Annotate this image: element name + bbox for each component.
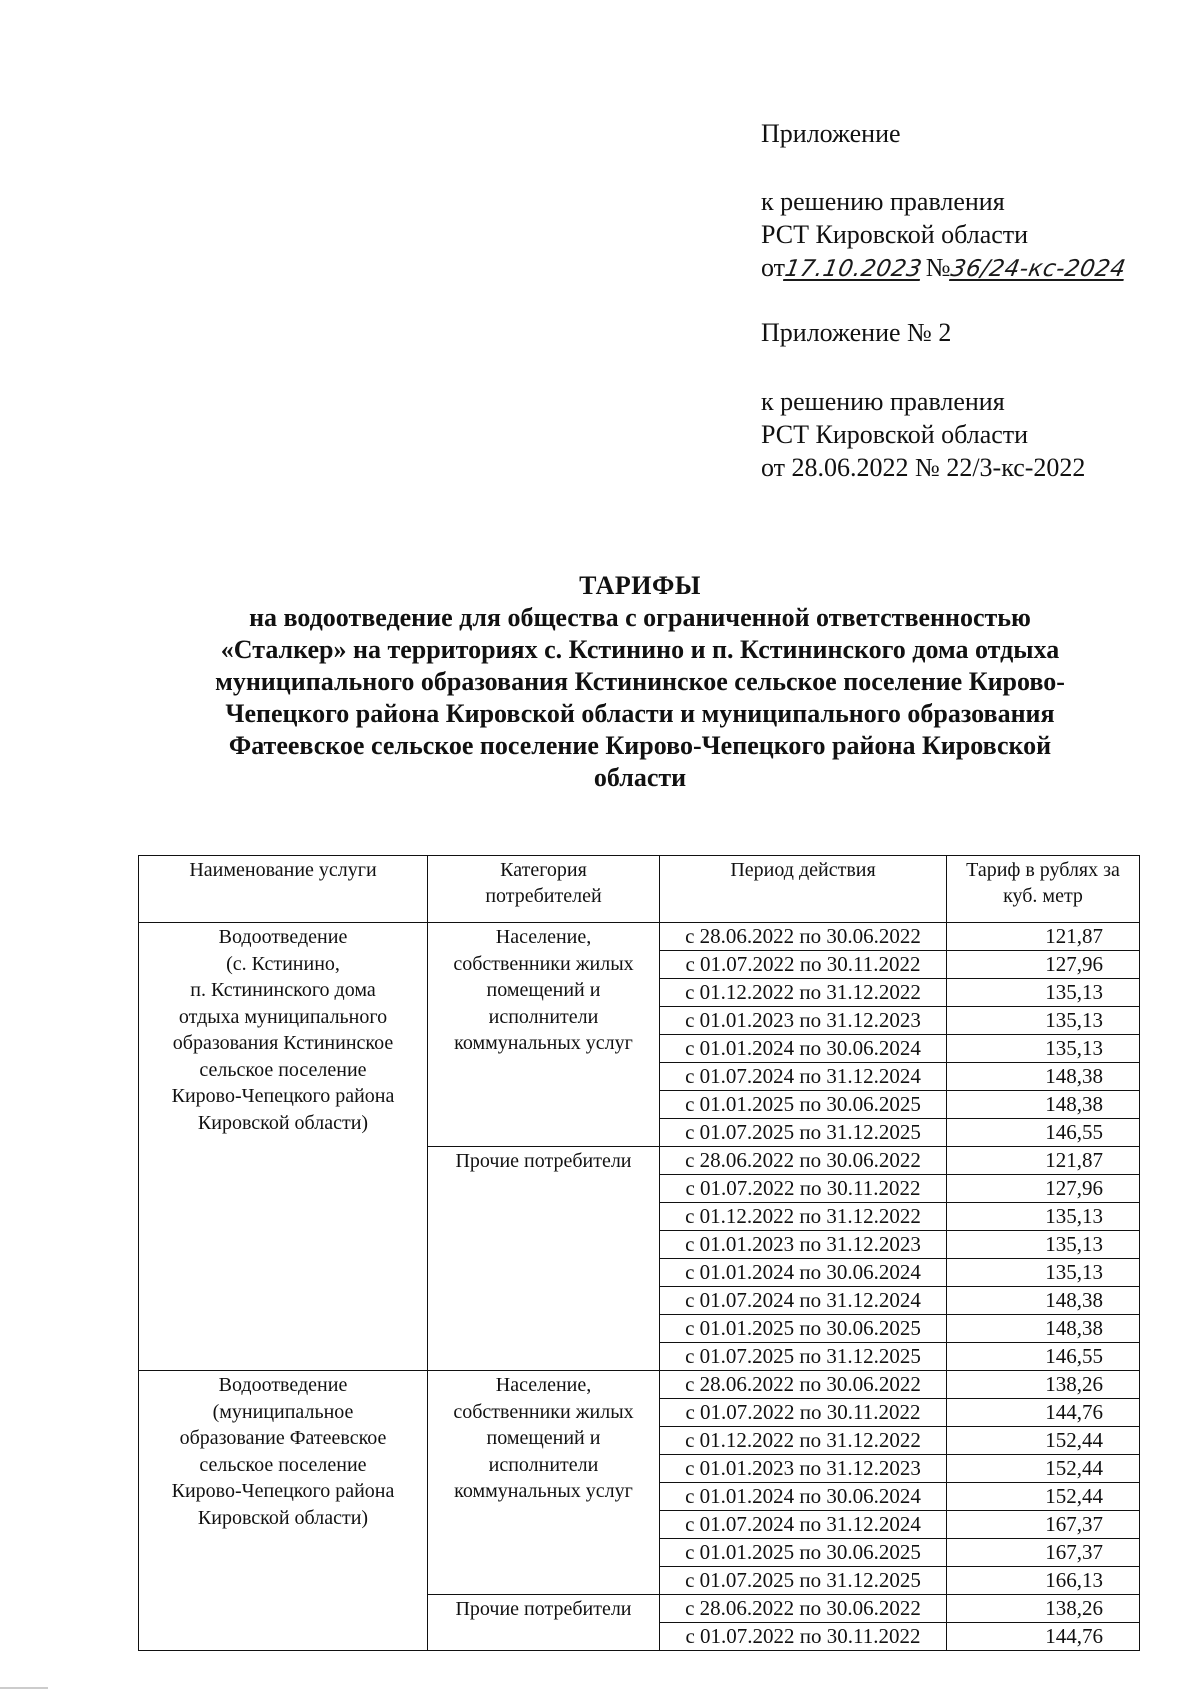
consumer-category-cell <box>428 1371 660 1595</box>
title-line4: Чепецкого района Кировской области и муниципального образования <box>225 699 1055 728</box>
document-title <box>140 570 1140 794</box>
period-cell: с 01.07.2024 по 31.12.2024 <box>660 1511 947 1539</box>
consumer-category-cell <box>428 1147 660 1371</box>
period-cell: с 28.06.2022 по 30.06.2022 <box>660 1147 947 1175</box>
tariff-cell: 152,44 <box>947 1427 1140 1455</box>
period-cell: с 01.07.2022 по 30.11.2022 <box>660 1399 947 1427</box>
consumer-category-line: помещений и <box>486 979 601 1001</box>
title-main: ТАРИФЫ <box>579 571 701 600</box>
tariff-cell: 146,55 <box>947 1343 1140 1371</box>
consumer-category-line: Прочие потребители <box>455 1598 632 1620</box>
period-cell: с 01.07.2024 по 31.12.2024 <box>660 1287 947 1315</box>
tariff-cell: 167,37 <box>947 1539 1140 1567</box>
tariff-cell: 152,44 <box>947 1483 1140 1511</box>
consumer-category-cell <box>428 923 660 1147</box>
tariff-cell: 144,76 <box>947 1623 1140 1651</box>
service-name-line: образования Кстининское <box>172 1032 394 1054</box>
title-line6: области <box>593 763 687 792</box>
period-cell: с 01.01.2025 по 30.06.2025 <box>660 1539 947 1567</box>
tariff-cell: 146,55 <box>947 1119 1140 1147</box>
period-cell: с 01.01.2024 по 30.06.2024 <box>660 1259 947 1287</box>
period-cell: с 01.01.2025 по 30.06.2025 <box>660 1091 947 1119</box>
tariff-cell: 135,13 <box>947 1035 1140 1063</box>
tariff-cell: 138,26 <box>947 1595 1140 1623</box>
consumer-category-line: исполнители <box>488 1453 599 1476</box>
appendix1-ot: от <box>761 253 786 282</box>
period-cell: с 01.01.2023 по 31.12.2023 <box>660 1231 947 1259</box>
title-line2: «Сталкер» на территориях с. Кстинино и п. Кстининского дома отдыха <box>220 635 1060 664</box>
period-cell: с 28.06.2022 по 30.06.2022 <box>660 1595 947 1623</box>
period-cell: с 01.01.2024 по 30.06.2024 <box>660 1035 947 1063</box>
service-name-line: отдыха муниципального <box>178 1005 388 1028</box>
appendix1-line2: РСТ Кировской области <box>761 220 1029 249</box>
period-cell: с 01.12.2022 по 31.12.2022 <box>660 1203 947 1231</box>
period-cell: с 01.07.2025 по 31.12.2025 <box>660 1343 947 1371</box>
period-cell: с 01.07.2024 по 31.12.2024 <box>660 1063 947 1091</box>
tariff-cell: 135,13 <box>947 1259 1140 1287</box>
period-cell: с 01.01.2025 по 30.06.2025 <box>660 1315 947 1343</box>
title-line5: Фатеевское сельское поселение Кирово-Чепецкого района Кировской <box>228 731 1052 760</box>
tariff-cell: 148,38 <box>947 1287 1140 1315</box>
tariff-cell: 152,44 <box>947 1455 1140 1483</box>
tariff-cell: 135,13 <box>947 1203 1140 1231</box>
service-name-line: (муниципальное <box>212 1400 354 1423</box>
table-header-row <box>139 856 1140 923</box>
appendix1-line1: к решению правления <box>761 187 1005 216</box>
tariff-cell: 135,13 <box>947 979 1140 1007</box>
tariff-cell: 166,13 <box>947 1567 1140 1595</box>
service-name-line: Кирово-Чепецкого района <box>171 1085 395 1107</box>
header-period: Период действия <box>660 856 947 923</box>
service-name-line: Кировской области) <box>197 1111 369 1134</box>
title-line3: муниципального образования Кстининское сельское поселение Кирово- <box>215 667 1065 696</box>
service-name-line: Кировской области) <box>197 1506 369 1529</box>
service-name-line: Кирово-Чепецкого района <box>171 1480 395 1502</box>
appendix2-title: Приложение № 2 <box>761 318 952 347</box>
tariff-table <box>138 855 1140 1651</box>
tariff-cell: 121,87 <box>947 923 1140 951</box>
period-cell: с 01.12.2022 по 31.12.2022 <box>660 979 947 1007</box>
consumer-category-line: помещений и <box>486 1427 601 1449</box>
period-cell: с 01.07.2022 по 30.11.2022 <box>660 951 947 979</box>
tariff-cell: 138,26 <box>947 1371 1140 1399</box>
scan-edge-mark <box>0 1687 48 1689</box>
period-cell: с 01.01.2023 по 31.12.2023 <box>660 1455 947 1483</box>
consumer-category-line: исполнители <box>488 1005 599 1028</box>
table-row <box>139 1371 1140 1399</box>
appendix2-line1: к решению правления <box>761 387 1005 416</box>
tariff-cell: 121,87 <box>947 1147 1140 1175</box>
service-name-line: Водоотведение <box>218 1374 348 1396</box>
period-cell: с 28.06.2022 по 30.06.2022 <box>660 923 947 951</box>
tariff-cell: 127,96 <box>947 1175 1140 1203</box>
consumer-category-line: собственники жилых <box>453 952 634 975</box>
period-cell: с 28.06.2022 по 30.06.2022 <box>660 1371 947 1399</box>
title-line1: на водоотведение для общества с ограниченной ответственностью <box>249 603 1031 632</box>
period-cell: с 01.01.2024 по 30.06.2024 <box>660 1483 947 1511</box>
service-name-line: образование Фатеевское <box>179 1427 387 1449</box>
table-body <box>139 923 1140 1651</box>
service-name-line: сельское поселение <box>199 1058 367 1081</box>
service-name-line: п. Кстининского дома <box>190 979 376 1001</box>
period-cell: с 01.12.2022 по 31.12.2022 <box>660 1427 947 1455</box>
header-category: Категория потребителей <box>428 856 660 923</box>
period-cell: с 01.07.2025 по 31.12.2025 <box>660 1119 947 1147</box>
tariff-cell: 148,38 <box>947 1315 1140 1343</box>
period-cell: с 01.07.2022 по 30.11.2022 <box>660 1175 947 1203</box>
appendix1-no: № <box>925 253 951 282</box>
consumer-category-line: Население, <box>495 926 592 948</box>
consumer-category-cell <box>428 1595 660 1651</box>
consumer-category-line: коммунальных услуг <box>454 1480 633 1502</box>
handwritten-number: 36/24-кс-2024 <box>948 256 1128 282</box>
period-cell: с 01.07.2022 по 30.11.2022 <box>660 1623 947 1651</box>
consumer-category-line: собственники жилых <box>453 1400 634 1423</box>
header-tariff: Тариф в рублях за куб. метр <box>947 856 1140 923</box>
appendix1-line3 <box>761 251 1128 286</box>
handwritten-date: 17.10.2023 <box>782 256 925 282</box>
appendix2-line3: от 28.06.2022 № 22/3-кс-2022 <box>761 453 1086 482</box>
tariff-cell: 148,38 <box>947 1091 1140 1119</box>
tariff-cell: 148,38 <box>947 1063 1140 1091</box>
service-name-line: Водоотведение <box>218 926 348 948</box>
tariff-cell: 135,13 <box>947 1007 1140 1035</box>
tariff-cell: 167,37 <box>947 1511 1140 1539</box>
tariff-cell: 144,76 <box>947 1399 1140 1427</box>
appendix2-line2: РСТ Кировской области <box>761 420 1029 449</box>
period-cell: с 01.07.2025 по 31.12.2025 <box>660 1567 947 1595</box>
tariff-cell: 127,96 <box>947 951 1140 979</box>
service-name-cell <box>139 923 428 1371</box>
consumer-category-line: Прочие потребители <box>455 1150 632 1172</box>
service-name-line: (с. Кстинино, <box>226 952 340 975</box>
tariff-cell: 135,13 <box>947 1231 1140 1259</box>
service-name-cell <box>139 1371 428 1651</box>
appendix1-title: Приложение <box>761 119 901 148</box>
header-service: Наименование услуги <box>139 856 428 923</box>
table-row <box>139 923 1140 951</box>
service-name-line: сельское поселение <box>199 1453 367 1476</box>
consumer-category-line: Население, <box>495 1374 592 1396</box>
consumer-category-line: коммунальных услуг <box>454 1032 633 1054</box>
period-cell: с 01.01.2023 по 31.12.2023 <box>660 1007 947 1035</box>
